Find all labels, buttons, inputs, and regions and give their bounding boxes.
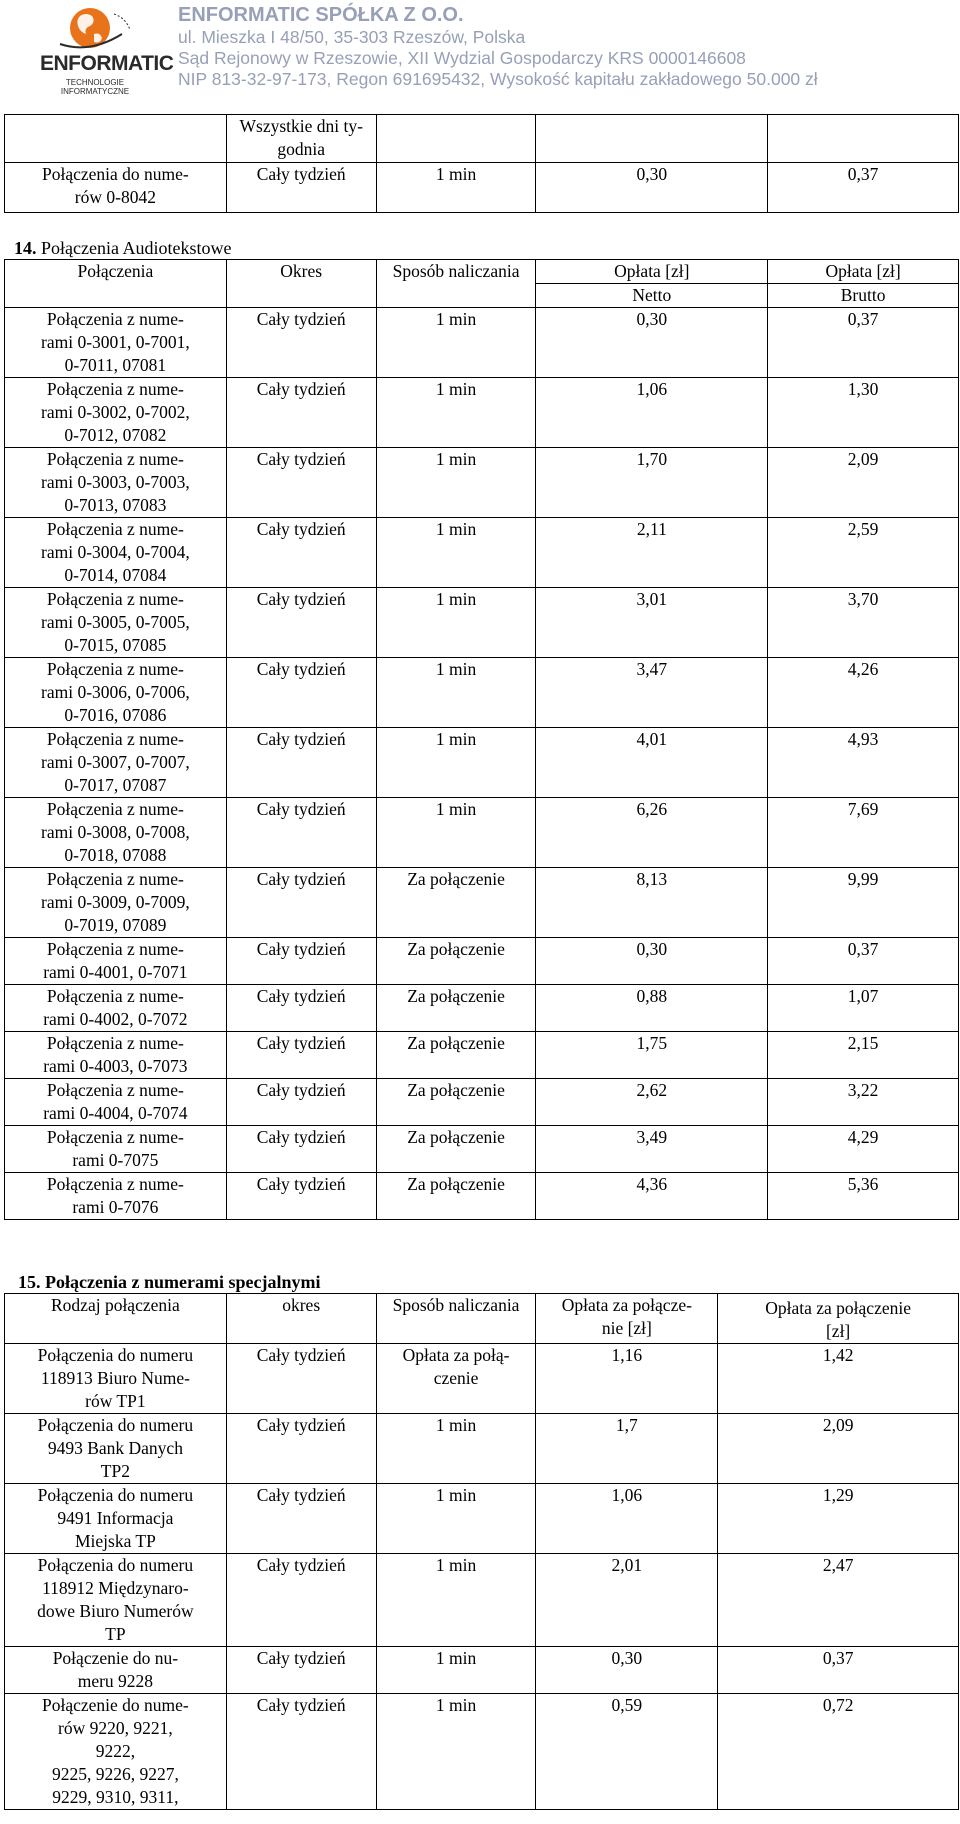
company-court: Sąd Rejonowy w Rzeszowie, XII Wydzial Gospodarczy KRS 0000146608 bbox=[178, 48, 746, 68]
cell-brutto: 0,72 bbox=[718, 1694, 959, 1810]
table-row bbox=[5, 163, 959, 213]
company-address: ul. Mieszka I 48/50, 35-303 Rzeszów, Polska bbox=[178, 27, 526, 47]
cell-period: Cały tydzień bbox=[226, 1032, 376, 1079]
company-tax-ids: NIP 813-32-97-173, Regon 691695432, Wysokość kapitału zakładowego 50.000 zł bbox=[178, 69, 818, 89]
cell-brutto: 2,59 bbox=[768, 518, 959, 588]
cell-brutto: 0,37 bbox=[718, 1647, 959, 1694]
cell-brutto: 2,47 bbox=[718, 1554, 959, 1647]
cell-netto: 1,06 bbox=[536, 378, 768, 448]
cell-brutto: 0,37 bbox=[768, 308, 959, 378]
cell-period: Cały tydzień bbox=[226, 1173, 376, 1220]
header-fee-netto: Opłata [zł] bbox=[536, 260, 768, 284]
table-row bbox=[5, 448, 959, 518]
section-number: 15. bbox=[18, 1272, 41, 1292]
cell-netto: 0,59 bbox=[536, 1694, 718, 1810]
company-info bbox=[178, 4, 818, 90]
header-method: Sposób naliczania bbox=[376, 1294, 536, 1344]
cell-netto: 1,16 bbox=[536, 1344, 718, 1414]
cell-period: Cały tydzień bbox=[226, 728, 376, 798]
cell-brutto: 4,26 bbox=[768, 658, 959, 728]
cell-method: Opłata za połą- czenie bbox=[376, 1344, 536, 1414]
section-15-heading bbox=[18, 1271, 320, 1293]
cell-period: Cały tydzień bbox=[226, 798, 376, 868]
cell-period: Cały tydzień bbox=[226, 588, 376, 658]
cell-brutto: 1,30 bbox=[768, 378, 959, 448]
cell-name: Połączenia z nume- rami 0-3006, 0-7006, 0-7016, 07086 bbox=[5, 658, 227, 728]
section-number: 14. bbox=[14, 238, 37, 258]
cell-method bbox=[376, 115, 536, 163]
header-fee-brutto: Opłata za połączenie [zł] bbox=[718, 1294, 959, 1344]
table-row bbox=[5, 1344, 959, 1414]
audiotext-table bbox=[4, 259, 959, 1220]
cell-method: Za połączenie bbox=[376, 1126, 536, 1173]
table-row bbox=[5, 985, 959, 1032]
cell-name: Połączenia do nume- rów 0-8042 bbox=[5, 163, 227, 213]
cell-method: 1 min bbox=[376, 728, 536, 798]
cell-name: Połączenia z nume- rami 0-3009, 0-7009, 0-7019, 07089 bbox=[5, 868, 227, 938]
cell-method: 1 min bbox=[376, 308, 536, 378]
cell-name: Połączenia z nume- rami 0-3002, 0-7002, 0-7012, 07082 bbox=[5, 378, 227, 448]
table-row bbox=[5, 1079, 959, 1126]
table-row bbox=[5, 1414, 959, 1484]
table-header-row bbox=[5, 260, 959, 284]
cell-period: Cały tydzień bbox=[226, 1414, 376, 1484]
cell-netto: 2,01 bbox=[536, 1554, 718, 1647]
cell-netto: 3,01 bbox=[536, 588, 768, 658]
cell-name: Połączenia z nume- rami 0-3007, 0-7007, 0-7017, 07087 bbox=[5, 728, 227, 798]
cell-netto bbox=[536, 115, 768, 163]
cell-netto: 0,30 bbox=[536, 308, 768, 378]
table-row bbox=[5, 308, 959, 378]
table-row bbox=[5, 938, 959, 985]
cell-name: Połączenia z nume- rami 0-3001, 0-7001, 0-7011, 07081 bbox=[5, 308, 227, 378]
cell-method: 1 min bbox=[376, 1694, 536, 1810]
cell-brutto: 4,29 bbox=[768, 1126, 959, 1173]
cell-netto: 0,88 bbox=[536, 985, 768, 1032]
letterhead bbox=[0, 0, 960, 100]
cell-name bbox=[5, 115, 227, 163]
header-period: okres bbox=[226, 1294, 376, 1344]
cell-name: Połączenia z nume- rami 0-4001, 0-7071 bbox=[5, 938, 227, 985]
cell-period: Cały tydzień bbox=[226, 448, 376, 518]
cell-name: Połączenia do numeru 9491 Informacja Miejska TP bbox=[5, 1484, 227, 1554]
cell-netto: 0,30 bbox=[536, 938, 768, 985]
header-fee-brutto: Opłata [zł] bbox=[768, 260, 959, 284]
cell-method: 1 min bbox=[376, 518, 536, 588]
table-row bbox=[5, 658, 959, 728]
cell-name: Połączenia z nume- rami 0-3004, 0-7004, 0-7014, 07084 bbox=[5, 518, 227, 588]
cell-netto: 4,36 bbox=[536, 1173, 768, 1220]
cell-period: Cały tydzień bbox=[226, 1554, 376, 1647]
header-calls: Połączenia bbox=[5, 260, 227, 308]
cell-method: Za połączenie bbox=[376, 938, 536, 985]
table-row bbox=[5, 1173, 959, 1220]
cell-method: Za połączenie bbox=[376, 985, 536, 1032]
table-row bbox=[5, 518, 959, 588]
cell-method: Za połączenie bbox=[376, 1032, 536, 1079]
table-row bbox=[5, 1126, 959, 1173]
cell-period: Cały tydzień bbox=[226, 378, 376, 448]
cell-brutto: 7,69 bbox=[768, 798, 959, 868]
cell-brutto: 1,07 bbox=[768, 985, 959, 1032]
table-row bbox=[5, 1554, 959, 1647]
cell-method: 1 min bbox=[376, 1484, 536, 1554]
subheader-brutto: Brutto bbox=[768, 284, 959, 308]
cell-method: 1 min bbox=[376, 378, 536, 448]
cell-period: Cały tydzień bbox=[226, 1344, 376, 1414]
cell-method: 1 min bbox=[376, 658, 536, 728]
cell-brutto: 3,22 bbox=[768, 1079, 959, 1126]
cell-name: Połączenia z nume- rami 0-7076 bbox=[5, 1173, 227, 1220]
table-row bbox=[5, 1484, 959, 1554]
table-row bbox=[5, 1032, 959, 1079]
cell-period: Wszystkie dni ty- godnia bbox=[226, 115, 376, 163]
cell-name: Połączenia do numeru 118913 Biuro Nume- rów TP1 bbox=[5, 1344, 227, 1414]
special-numbers-table bbox=[4, 1293, 959, 1810]
cell-period: Cały tydzień bbox=[226, 868, 376, 938]
section-title: Połączenia z numerami specjalnymi bbox=[45, 1272, 321, 1292]
cell-brutto bbox=[768, 115, 959, 163]
subheader-netto: Netto bbox=[536, 284, 768, 308]
cell-brutto: 1,29 bbox=[718, 1484, 959, 1554]
cell-period: Cały tydzień bbox=[226, 1126, 376, 1173]
header-fee-netto: Opłata za połącze- nie [zł] bbox=[536, 1294, 718, 1344]
cell-period: Cały tydzień bbox=[226, 308, 376, 378]
cell-name: Połączenia z nume- rami 0-3005, 0-7005, 0-7015, 07085 bbox=[5, 588, 227, 658]
cell-netto: 0,30 bbox=[536, 163, 768, 213]
cell-brutto: 3,70 bbox=[768, 588, 959, 658]
table-row bbox=[5, 378, 959, 448]
cell-brutto: 2,15 bbox=[768, 1032, 959, 1079]
cell-brutto: 0,37 bbox=[768, 938, 959, 985]
cell-brutto: 0,37 bbox=[768, 163, 959, 213]
table-row bbox=[5, 728, 959, 798]
cell-method: Za połączenie bbox=[376, 1173, 536, 1220]
cell-netto: 1,7 bbox=[536, 1414, 718, 1484]
cell-name: Połączenie do nu- meru 9228 bbox=[5, 1647, 227, 1694]
table-row bbox=[5, 798, 959, 868]
cell-name: Połączenia z nume- rami 0-3003, 0-7003, 0-7013, 07083 bbox=[5, 448, 227, 518]
cell-method: 1 min bbox=[376, 1647, 536, 1694]
table-row bbox=[5, 868, 959, 938]
cell-period: Cały tydzień bbox=[226, 985, 376, 1032]
table-row bbox=[5, 115, 959, 163]
cell-name: Połączenia z nume- rami 0-4002, 0-7072 bbox=[5, 985, 227, 1032]
cell-name: Połączenia do numeru 118912 Międzynaro- dowe Biuro Numerów TP bbox=[5, 1554, 227, 1647]
cell-period: Cały tydzień bbox=[226, 1484, 376, 1554]
cell-name: Połączenia do numeru 9493 Bank Danych TP2 bbox=[5, 1414, 227, 1484]
cell-netto: 3,49 bbox=[536, 1126, 768, 1173]
cell-brutto: 2,09 bbox=[718, 1414, 959, 1484]
cell-brutto: 9,99 bbox=[768, 868, 959, 938]
cell-brutto: 2,09 bbox=[768, 448, 959, 518]
cell-method: 1 min bbox=[376, 163, 536, 213]
cell-period: Cały tydzień bbox=[226, 1647, 376, 1694]
logo-name: ENFORMATIC bbox=[40, 52, 174, 75]
table-row bbox=[5, 588, 959, 658]
table-row bbox=[5, 1694, 959, 1810]
top-table bbox=[4, 114, 959, 213]
table-header-row bbox=[5, 1294, 959, 1344]
cell-period: Cały tydzień bbox=[226, 938, 376, 985]
section-14-heading bbox=[14, 237, 231, 259]
cell-netto: 8,13 bbox=[536, 868, 768, 938]
cell-method: 1 min bbox=[376, 448, 536, 518]
cell-netto: 1,06 bbox=[536, 1484, 718, 1554]
cell-method: 1 min bbox=[376, 1554, 536, 1647]
section-title: Połączenia Audiotekstowe bbox=[41, 238, 232, 258]
cell-period: Cały tydzień bbox=[226, 163, 376, 213]
cell-method: Za połączenie bbox=[376, 868, 536, 938]
cell-netto: 2,11 bbox=[536, 518, 768, 588]
cell-netto: 6,26 bbox=[536, 798, 768, 868]
cell-brutto: 5,36 bbox=[768, 1173, 959, 1220]
logo-tagline: TECHNOLOGIE INFORMATYCZNE bbox=[60, 78, 130, 96]
cell-method: 1 min bbox=[376, 1414, 536, 1484]
cell-name: Połączenia z nume- rami 0-7075 bbox=[5, 1126, 227, 1173]
cell-period: Cały tydzień bbox=[226, 1694, 376, 1810]
table-row bbox=[5, 1647, 959, 1694]
cell-method: 1 min bbox=[376, 798, 536, 868]
cell-netto: 2,62 bbox=[536, 1079, 768, 1126]
cell-name: Połączenia z nume- rami 0-4003, 0-7073 bbox=[5, 1032, 227, 1079]
company-name: ENFORMATIC SPÓŁKA Z O.O. bbox=[178, 4, 464, 26]
header-method: Sposób naliczania bbox=[376, 260, 536, 308]
cell-name: Połączenia z nume- rami 0-4004, 0-7074 bbox=[5, 1079, 227, 1126]
cell-period: Cały tydzień bbox=[226, 518, 376, 588]
cell-period: Cały tydzień bbox=[226, 658, 376, 728]
cell-netto: 1,75 bbox=[536, 1032, 768, 1079]
cell-brutto: 4,93 bbox=[768, 728, 959, 798]
cell-method: Za połączenie bbox=[376, 1079, 536, 1126]
cell-period: Cały tydzień bbox=[226, 1079, 376, 1126]
cell-netto: 3,47 bbox=[536, 658, 768, 728]
cell-method: 1 min bbox=[376, 588, 536, 658]
cell-netto: 1,70 bbox=[536, 448, 768, 518]
header-period: Okres bbox=[226, 260, 376, 308]
cell-name: Połączenie do nume- rów 9220, 9221, 9222, 9225, 9226, 9227, 9229, 9310, 9311, bbox=[5, 1694, 227, 1810]
cell-brutto: 1,42 bbox=[718, 1344, 959, 1414]
cell-name: Połączenia z nume- rami 0-3008, 0-7008, 0-7018, 07088 bbox=[5, 798, 227, 868]
header-kind: Rodzaj połączenia bbox=[5, 1294, 227, 1344]
cell-netto: 4,01 bbox=[536, 728, 768, 798]
cell-netto: 0,30 bbox=[536, 1647, 718, 1694]
